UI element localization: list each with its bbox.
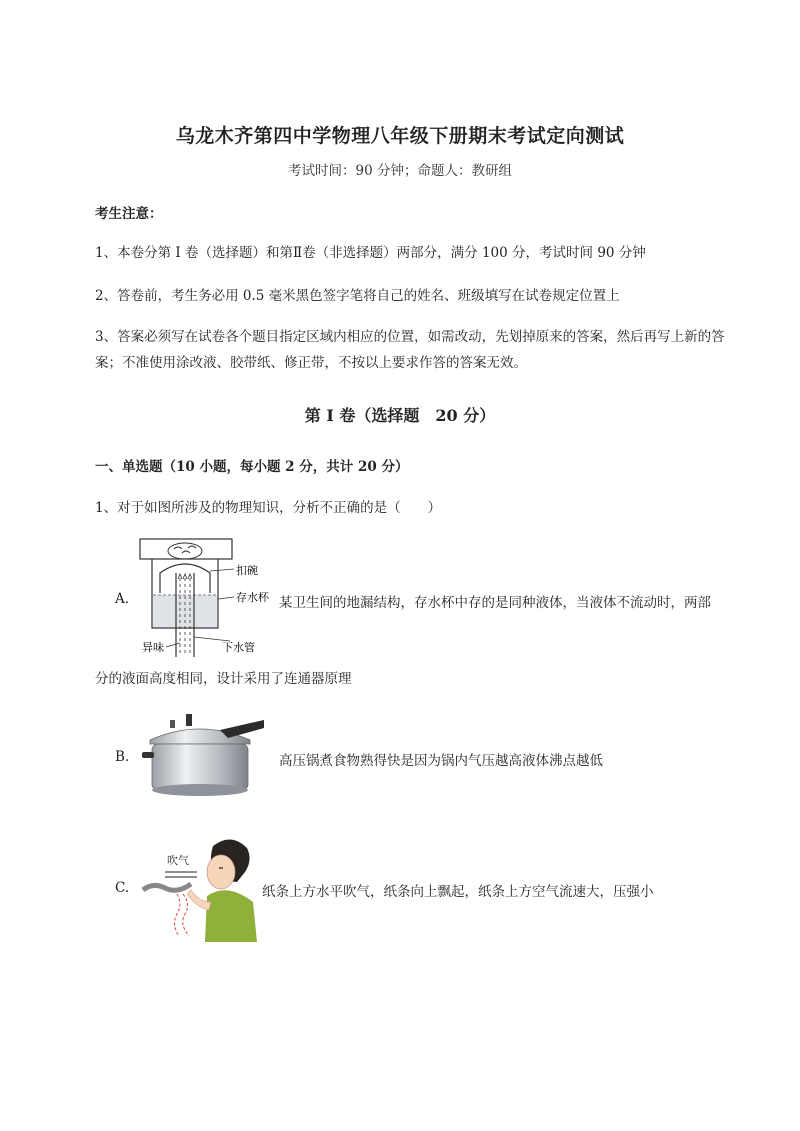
floor-drain-diagram (130, 533, 280, 657)
boy-blowing-image (135, 832, 260, 942)
option-b-text: 高压锅煮食物熟得快是因为锅内气压越高液体沸点越低 (279, 753, 603, 769)
part-heading: 一、单选题（10 小题，每小题 2 分，共计 20 分） (95, 459, 409, 475)
label-odor: 异味 (142, 641, 164, 654)
label-blow: 吹气 (167, 854, 189, 867)
label-pipe: 下水管 (222, 641, 255, 654)
option-a-text-1: 某卫生间的地漏结构，存水杯中存的是同种液体，当液体不流动时，两部 (279, 595, 711, 611)
label-bowl: 扣碗 (236, 564, 258, 577)
question-1-stem: 1、对于如图所涉及的物理知识，分析不正确的是（ ） (95, 500, 442, 516)
option-c-text: 纸条上方水平吹气，纸条向上飘起，纸条上方空气流速大，压强小 (262, 884, 654, 900)
option-a-text-2: 分的液面高度相同，设计采用了连通器原理 (95, 671, 352, 687)
option-b-letter: B. (115, 749, 130, 765)
pressure-cooker-image (140, 710, 270, 800)
option-c-letter: C. (115, 880, 130, 896)
notice-item-2: 2、答卷前，考生务必用 0.5 毫米黑色签字笔将自己的姓名、班级填写在试卷规定位置上 (95, 288, 620, 304)
exam-info: 考试时间：90 分钟；命题人：教研组 (288, 163, 512, 179)
page-title: 乌龙木齐第四中学物理八年级下册期末考试定向测试 (175, 125, 625, 147)
option-a-letter: A. (115, 591, 130, 607)
section-title: 第 I 卷（选择题 20 分） (304, 406, 496, 425)
label-cup: 存水杯 (236, 591, 269, 604)
notice-heading: 考生注意： (95, 206, 163, 222)
notice-item-3: 3、答案必须写在试卷各个题目指定区域内相应的位置，如需改动，先划掉原来的答案，然后再写上新的答案；不准使用涂改液、胶带纸、修正带，不按以上要求作答的答案无效。 (95, 329, 725, 371)
notice-item-1: 1、本卷分第 I 卷（选择题）和第Ⅱ卷（非选择题）两部分，满分 100 分，考试时间 90 分钟 (95, 245, 646, 261)
